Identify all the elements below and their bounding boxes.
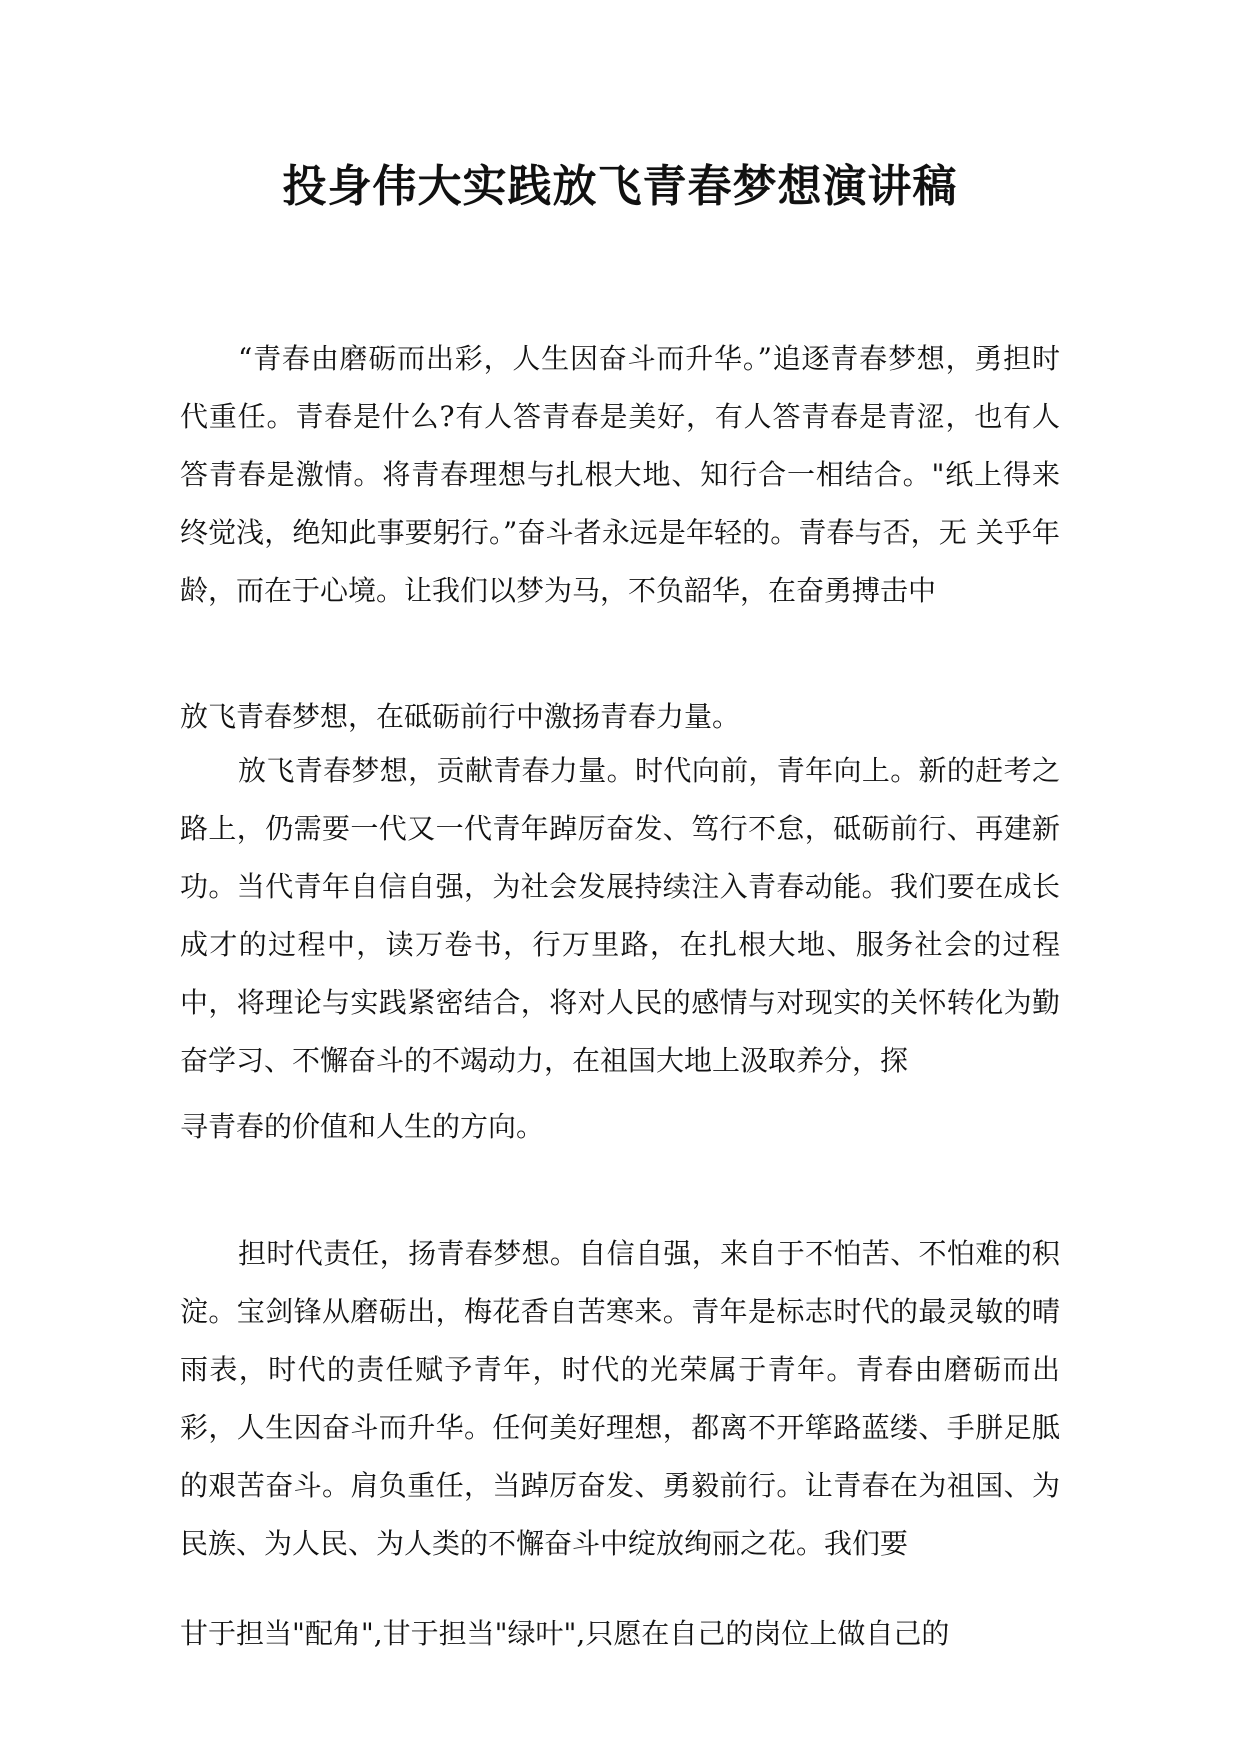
paragraph-3: 担时代责任，扬青春梦想。自信自强，来自于不怕苦、不怕难的积淀。宝剑锋从磨砺出，梅花香自苦寒来。青年是标志时代的最灵敏的晴雨表，时代的责任赋予青年，时代的光荣属于青年。青春由磨砺而出彩，人生因奋斗而升华。任何美好理想，都离不开筚路蓝缕、手胼足胝的艰苦奋斗。肩负重任，当踔厉奋发、勇毅前行。让青春在为祖国、为民族、为人民、为人类的不懈奋斗中绽放绚丽之花。我们要: [180, 1237, 1060, 1560]
paragraph-2: 放飞青春梦想，贡献青春力量。时代向前，青年向上。新的赶考之路上，仍需要一代又一代青年踔厉奋发、笃行不怠，砥砺前行、再建新功。当代青年自信自强，为社会发展持续注入青春动能。我们要在成长成才的过程中，读万卷书，行万里路，在扎根大地、服务社会的过程中，将理论与实践紧密结合，将对人民的感情与对现实的关怀转化为勤奋学习、不懈奋斗的不竭动力，在祖国大地上汲取养分，探: [180, 754, 1060, 1077]
document-title: 投身伟大实践放飞青春梦想演讲稿: [282, 161, 958, 212]
paragraph-2-continued: 寻青春的价值和人生的方向。: [180, 1110, 545, 1143]
paragraph-1: “青春由磨砺而出彩，人生因奋斗而升华。”追逐青春梦想，勇担时代重任。青春是什么?有人答青春是美好，有人答青春是青涩，也有人答青春是激情。将青春理想与扎根大地、知行合一相结合。"纸上得来终觉浅，绝知此事要躬行。”奋斗者永远是年轻的。青春与否，无 关乎年龄，而在于心境。让我们以梦为马，不负韶华，在奋勇搏击中: [180, 342, 1060, 607]
paragraph-1-continued: 放飞青春梦想，在砥砺前行中激扬青春力量。: [180, 700, 741, 733]
paragraph-3-continued: 甘于担当"配角",甘于担当"绿叶",只愿在自己的岗位上做自己的: [180, 1617, 950, 1650]
